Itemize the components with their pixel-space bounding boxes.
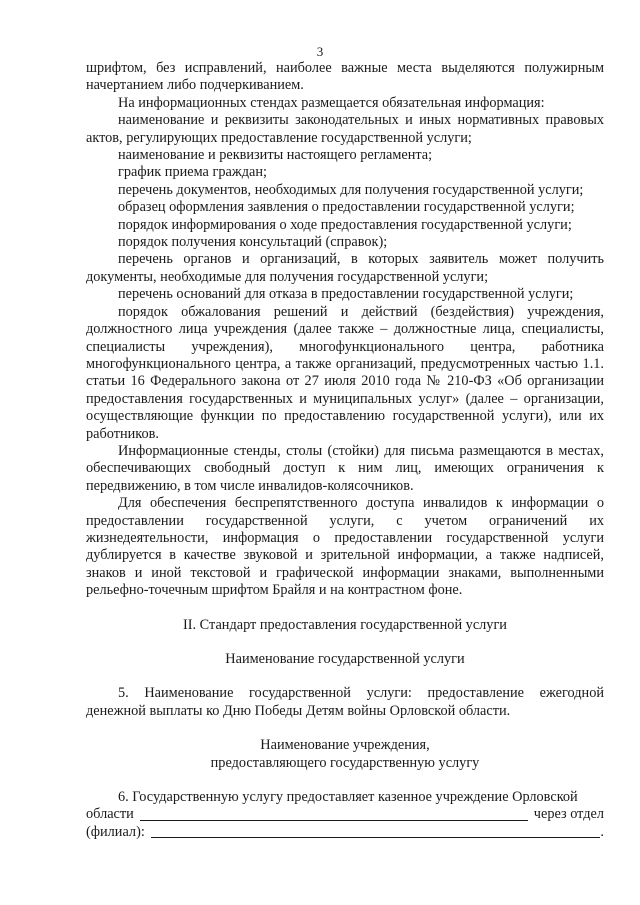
page-number: 3	[316, 44, 324, 59]
list-item: перечень оснований для отказа в предоставлении государственной услуги;	[118, 286, 574, 303]
list-item: порядок информирования о ходе предоставления государственной услуги;	[118, 216, 572, 233]
list-item: наименование и реквизиты настоящего регламента;	[118, 147, 433, 164]
list-item: перечень органов и организаций, в которых заявитель может получить документы, необходимые для получения государственной услуги;	[86, 251, 604, 285]
list-item: наименование и реквизиты законодательных и иных нормативных правовых актов, регулирующих предоставление государственной услуги;	[86, 112, 604, 146]
item-6-department-label: через отдел	[533, 806, 604, 823]
item-6-line3	[86, 824, 604, 841]
document-body	[86, 60, 604, 841]
list-item: порядок обжалования решений и действий (бездействия) учреждения, должностного лица учреждения (далее также – должностные лица, специалисты, специалисты учреждения), многофункционального центра, работника многофункционального центра, а также организаций, предусмотренных частью 1.1. статьи 16 Федерального закона от 27 июля 2010 года № 210-ФЗ «Об организации предоставления государственных и муниципальных услуг» (далее – организации, осуществляющие функции по предоставлению государственной услуги), или их работников.	[86, 303, 604, 442]
list-item: перечень документов, необходимых для получения государственной услуги;	[118, 181, 584, 198]
paragraph-accessibility: Для обеспечения беспрепятственного доступа инвалидов к информации о предоставлении государственной услуги, с учетом ограничений их жизнедеятельности, информация о предоставлении государственной услуги дублируется в качестве звуковой и зрительной информации, а также надписей, знаков и иной текстовой и графической информации знаками, выполненными рельефно-точечным шрифтом Брайля и на контрастном фоне.	[86, 495, 604, 599]
blank-institution-field	[140, 819, 528, 821]
paragraph-stands-placement: Информационные стенды, столы (стойки) для письма размещаются в местах, обеспечивающих свободный доступ к ним лиц, имеющих ограничения к передвижению, в том числе инвалидов-колясочников.	[86, 442, 604, 494]
item-6-region-label: области	[86, 806, 134, 823]
blank-branch-field	[151, 836, 601, 838]
subheading-institution-line1: Наименование учреждения,	[260, 737, 430, 754]
list-item: график приема граждан;	[118, 164, 267, 181]
paragraph-continuation: шрифтом, без исправлений, наиболее важные места выделяются полужирным начертанием либо подчеркиванием.	[86, 60, 604, 94]
paragraph-stands-intro: На информационных стендах размещается обязательная информация:	[118, 94, 545, 111]
section-heading: II. Стандарт предоставления государственной услуги	[183, 616, 507, 633]
subheading-institution-line2: предоставляющего государственную услугу	[210, 754, 480, 771]
item-5: 5. Наименование государственной услуги: предоставление ежегодной денежной выплаты ко Дню Победы Детям войны Орловской области.	[86, 685, 604, 719]
item-6-line1: 6. Государственную услугу предоставляет казенное учреждение Орловской	[118, 789, 578, 806]
subheading-service-name: Наименование государственной услуги	[225, 651, 465, 667]
list-item: образец оформления заявления о предоставлении государственной услуги;	[118, 199, 575, 216]
item-6-branch-label: (филиал):	[86, 823, 145, 840]
list-item: порядок получения консультаций (справок);	[118, 234, 388, 251]
item-6-line2	[86, 806, 604, 823]
item-6-period: .	[600, 823, 604, 840]
